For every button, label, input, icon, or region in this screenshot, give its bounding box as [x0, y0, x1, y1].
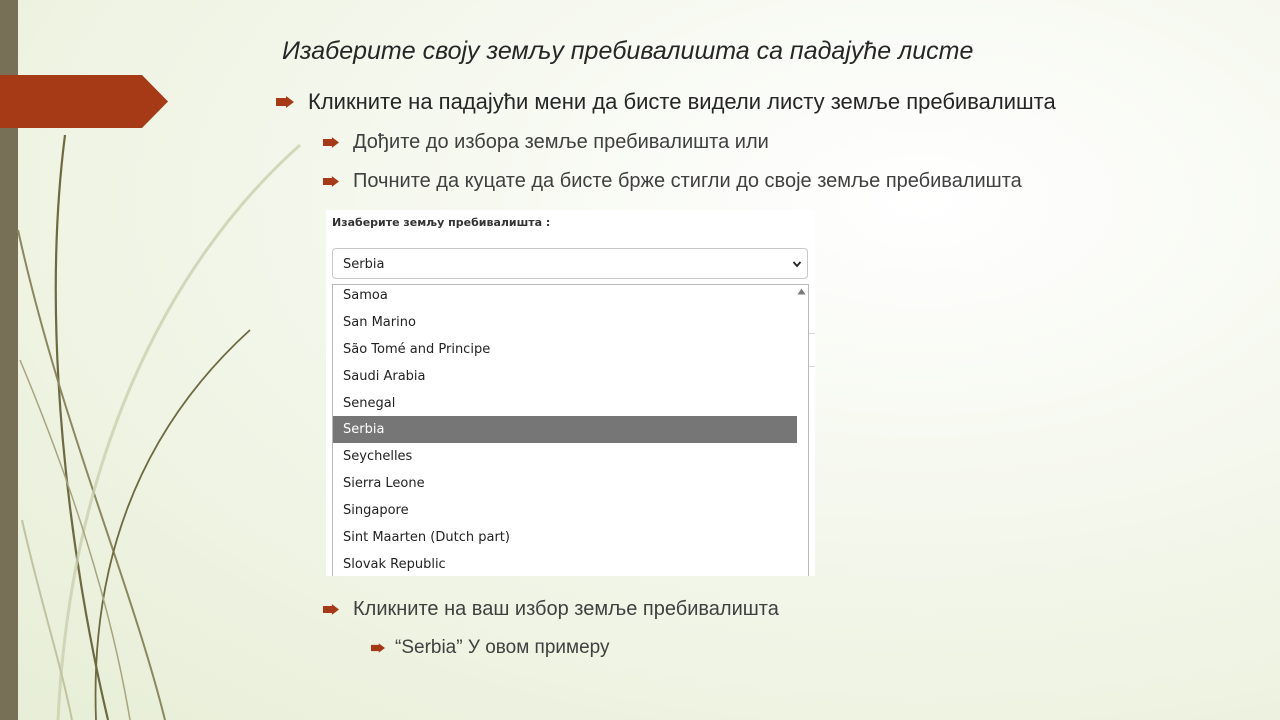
- option-item[interactable]: Slovak Republic: [343, 557, 446, 572]
- bullet-text: Дођите до избора земље пребивалишта или: [353, 131, 769, 153]
- arrow-bullet-icon: [276, 96, 294, 108]
- bullet-text: Кликните на падајући мени да бисте видели листу земље пребивалишта: [308, 89, 1056, 114]
- country-label: Изаберите земљу пребивалишта :: [332, 216, 551, 229]
- bullet-text: Почните да куцате да бисте брже стигли до своје земље пребивалишта: [353, 170, 1022, 192]
- dropdown-screenshot: [326, 210, 815, 576]
- bullet-navigate: [323, 131, 769, 154]
- option-item[interactable]: Singapore: [343, 503, 409, 518]
- page-divider: [809, 366, 815, 367]
- arrow-bullet-icon: [323, 604, 339, 615]
- bullet-text: “Serbia” У овом примеру: [395, 637, 610, 658]
- chevron-down-icon: [792, 259, 802, 269]
- arrow-bullet-icon: [323, 176, 339, 187]
- option-item[interactable]: Samoa: [343, 288, 388, 303]
- bullet-type: [323, 170, 1022, 193]
- select-value: Serbia: [343, 257, 385, 272]
- option-item-selected[interactable]: Serbia: [333, 416, 797, 443]
- option-item[interactable]: Sierra Leone: [343, 476, 425, 491]
- country-options-list[interactable]: [332, 284, 809, 576]
- option-item[interactable]: Seychelles: [343, 449, 413, 464]
- option-item[interactable]: Saudi Arabia: [343, 369, 426, 384]
- bullet-example: [371, 637, 610, 659]
- slide-title: Изаберите своју земљу пребивалишта са падајуће листе: [282, 37, 974, 65]
- page-divider: [809, 333, 815, 334]
- option-item[interactable]: Senegal: [343, 396, 396, 411]
- title-accent-arrow: [0, 75, 168, 128]
- option-item[interactable]: São Tomé and Principe: [343, 342, 491, 357]
- scroll-up-arrow-icon[interactable]: [797, 288, 806, 295]
- bullet-click-choice: [323, 598, 779, 621]
- option-item[interactable]: San Marino: [343, 315, 416, 330]
- bullet-click-dropdown: [276, 89, 1056, 115]
- country-select[interactable]: [332, 248, 808, 279]
- option-item[interactable]: Sint Maarten (Dutch part): [343, 530, 510, 545]
- arrow-bullet-icon: [323, 137, 339, 148]
- arrow-bullet-icon: [371, 643, 385, 653]
- bullet-text: Кликните на ваш избор земље пребивалишта: [353, 598, 779, 620]
